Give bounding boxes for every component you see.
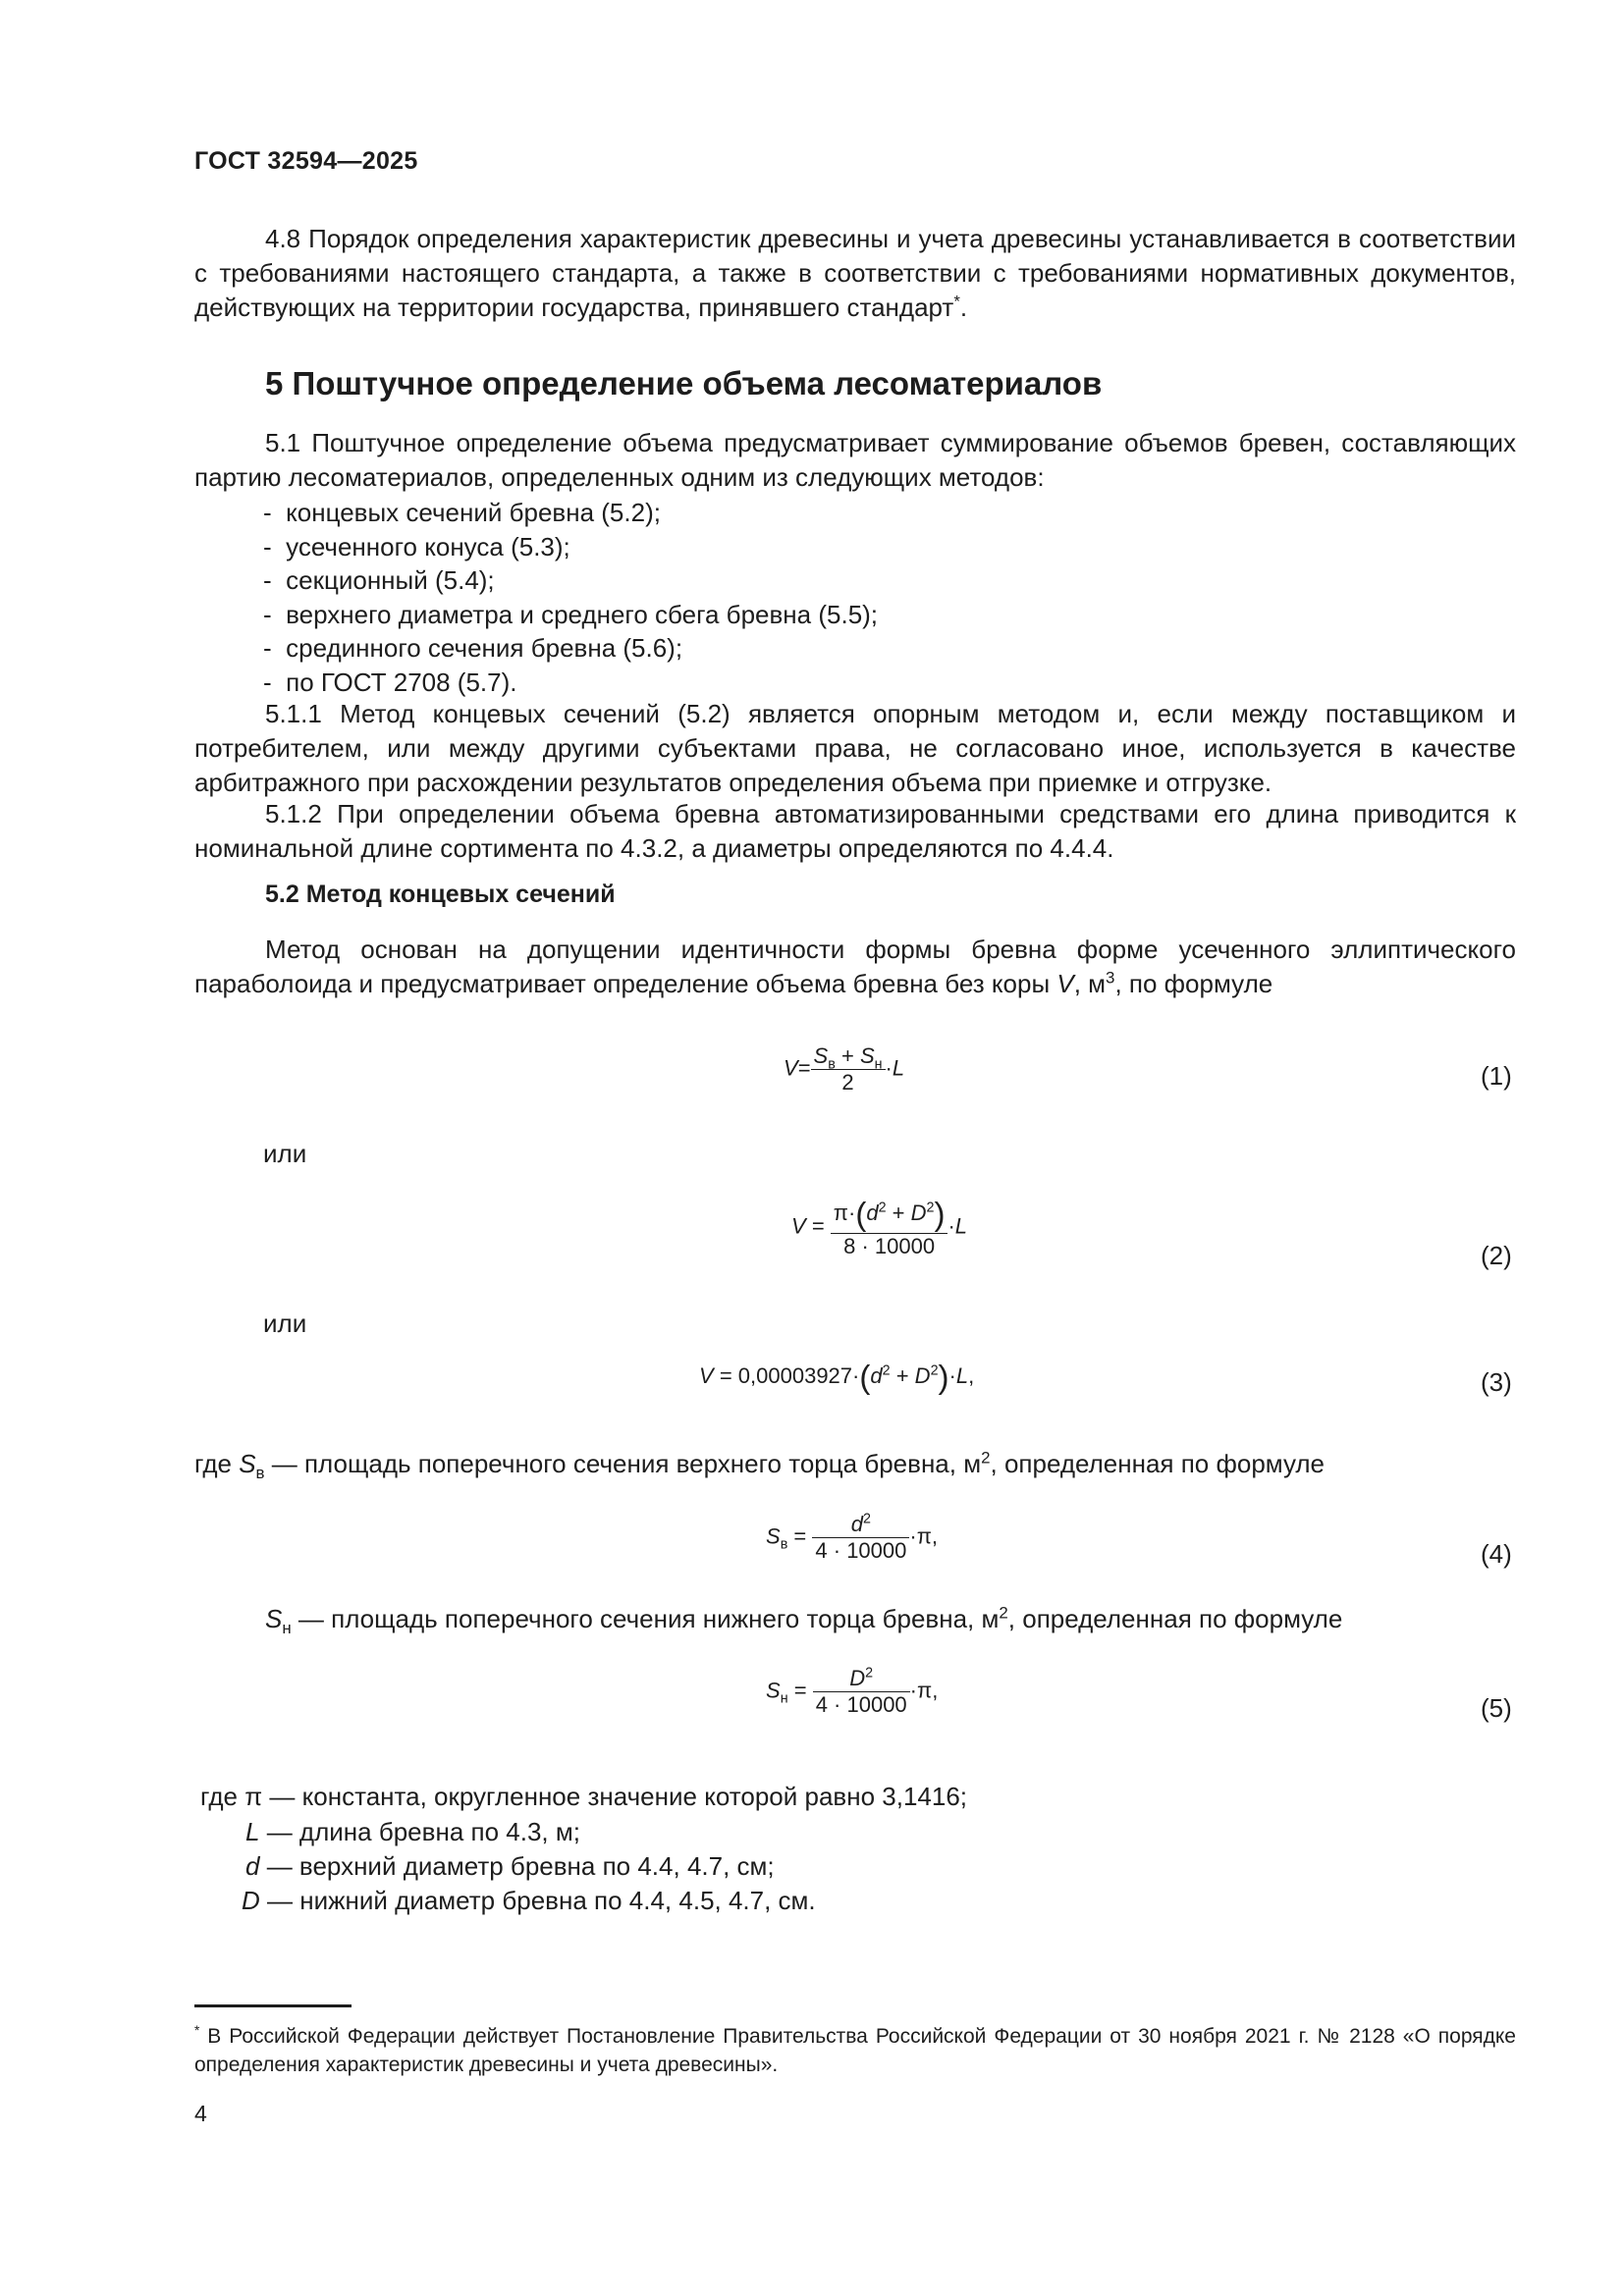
document-header: ГОСТ 32594—2025	[194, 147, 418, 175]
formula-3	[699, 1359, 974, 1396]
formula-2	[791, 1196, 967, 1259]
fraction	[811, 1043, 886, 1095]
symbol: d	[245, 1851, 260, 1881]
unit-exponent: 3	[1106, 968, 1115, 988]
multiply-sign: ·	[885, 1055, 893, 1081]
paragraph-4-8	[194, 222, 1516, 325]
definition-text: — константа, округленное значение которой равно 3,1416;	[269, 1782, 968, 1811]
definition-text: — верхний диаметр бревна по 4.4, 4.7, см;	[266, 1851, 775, 1881]
paren: )	[934, 1196, 946, 1232]
plus-sign: +	[895, 1362, 909, 1388]
symbol: D	[914, 1362, 931, 1388]
exponent: 2	[926, 1200, 935, 1216]
page-number: 4	[194, 2101, 207, 2126]
exponent: 2	[878, 1200, 887, 1216]
or-label: или	[263, 1139, 307, 1168]
fraction	[812, 1512, 909, 1564]
list-item: - по ГОСТ 2708 (5.7).	[263, 666, 878, 700]
numerator	[813, 1666, 910, 1692]
equals-sign: =	[793, 1523, 807, 1549]
symbol: S	[859, 1043, 875, 1068]
multiply-sign: ·	[947, 1213, 955, 1239]
unit: м	[1088, 969, 1107, 998]
footnote-text: В Российской Федерации действует Постановление Правительства Российской Федерации от 30 ноября 2021 г. № 2128 «О порядке определения характеристик древесины и учета древесины».	[194, 2025, 1516, 2076]
definition-end: , определенная по формуле	[1007, 1604, 1343, 1633]
comma: ,	[968, 1362, 975, 1388]
definition-end: , определенная по формуле	[990, 1449, 1326, 1478]
list-item: - срединного сечения бревна (5.6);	[263, 631, 878, 666]
formula-1	[784, 1043, 904, 1095]
numerator	[831, 1196, 948, 1234]
symbol: L	[892, 1055, 905, 1081]
numerator	[811, 1043, 886, 1073]
equation-number: (3)	[1481, 1367, 1512, 1397]
symbol: L	[954, 1213, 968, 1239]
numerator	[812, 1512, 909, 1538]
list-item: - верхнего диаметра и среднего сбега бревна (5.5);	[263, 598, 878, 632]
pi-symbol: π	[833, 1200, 848, 1225]
volume-symbol: V	[1056, 969, 1074, 998]
equals-sign: =	[793, 1678, 807, 1703]
subscript: в	[780, 1536, 788, 1553]
paragraph-5-2: Метод основан на допущении идентичности формы бревна форме усеченного эллиптического параболоида и предусматривает определение объема бревна без коры V, $м^3$, по формуле	[194, 934, 1516, 998]
symbol: d	[866, 1200, 879, 1225]
definition-text: — площадь поперечного сечения верхнего торца бревна, м	[271, 1449, 982, 1478]
formula-5	[766, 1666, 938, 1718]
paren: )	[938, 1359, 949, 1395]
footnote-mark: *	[194, 2023, 200, 2038]
definition-pi	[200, 1782, 967, 1812]
exponent: 2	[999, 1603, 1008, 1623]
denominator: 8 · 10000	[843, 1234, 936, 1258]
symbol: d	[870, 1362, 883, 1388]
paragraph-4-8-end: .	[959, 293, 968, 322]
symbol: d	[850, 1512, 864, 1536]
exponent: 2	[930, 1362, 939, 1379]
formula-lhs: S	[766, 1678, 781, 1703]
definition-s-top	[194, 1448, 1326, 1483]
paren: (	[859, 1359, 871, 1395]
multiply-sign: ·	[852, 1362, 860, 1388]
paragraph-5-1-2	[194, 797, 1516, 866]
plus-sign: +	[840, 1043, 854, 1068]
equation-number: (2)	[1481, 1241, 1512, 1270]
exponent: 2	[865, 1665, 874, 1682]
paragraph-5-1	[194, 426, 1516, 495]
methods-list	[263, 496, 878, 699]
exponent: 2	[863, 1511, 871, 1527]
pi-symbol: π	[916, 1523, 932, 1549]
subscript: н	[282, 1619, 292, 1638]
multiply-sign: ·	[909, 1523, 917, 1549]
subscript: н	[874, 1056, 883, 1073]
formula-lhs: V	[784, 1055, 798, 1081]
multiply-sign: ·	[948, 1362, 956, 1388]
symbol: S	[265, 1604, 283, 1633]
subscript: в	[828, 1056, 836, 1073]
symbol: L	[245, 1817, 260, 1846]
fraction	[831, 1196, 948, 1259]
definition-text: — длина бревна по 4.3, м;	[266, 1817, 580, 1846]
coefficient: 0,00003927	[737, 1362, 853, 1388]
comma: ,	[932, 1678, 939, 1703]
section-5-heading: 5 Поштучное определение объема лесоматериалов	[265, 365, 1103, 401]
denominator: 4 · 10000	[815, 1692, 907, 1717]
symbol: L	[955, 1362, 969, 1388]
paragraph-5-2-text: Метод основан на допущении идентичности формы бревна форме усеченного эллиптического параболоида и предусматривает определение объема бревна без коры	[194, 934, 1516, 998]
symbol: D	[849, 1666, 866, 1690]
footnote-divider	[194, 2004, 352, 2007]
paragraph-5-1-1	[194, 697, 1516, 800]
comma: ,	[931, 1523, 939, 1549]
list-item: - концевых сечений бревна (5.2);	[263, 496, 878, 530]
exponent: 2	[882, 1362, 891, 1379]
or-label: или	[263, 1308, 307, 1338]
paragraph-5-2-end: , по формуле	[1114, 969, 1273, 998]
equation-number: (1)	[1481, 1061, 1512, 1091]
equation-number: (5)	[1481, 1693, 1512, 1723]
equals-sign: =	[811, 1213, 825, 1239]
list-item: - усеченного конуса (5.3);	[263, 530, 878, 564]
symbol: D	[242, 1886, 260, 1915]
subscript: в	[255, 1464, 265, 1483]
pi-symbol: π	[917, 1678, 933, 1703]
subscript: н	[780, 1690, 788, 1707]
paragraph-5-1-text: 5.1 Поштучное определение объема предусматривает суммирование объемов бревен, составляющих партию лесоматериалов, определенных одним из следующих методов:	[194, 428, 1516, 492]
symbol: D	[910, 1200, 927, 1225]
paragraph-5-1-1-text: 5.1.1 Метод концевых сечений (5.2) является опорным методом и, если между поставщиком и потребителем, или между другими субъектами права, не согласовано иное, используется в качестве арбитражного при расхождении результатов определения объема при приемке и отгрузке.	[194, 699, 1516, 797]
list-item: - секционный (5.4);	[263, 563, 878, 598]
definition-s-bottom	[265, 1603, 1343, 1638]
paren: (	[855, 1196, 867, 1232]
formula-lhs: S	[766, 1523, 781, 1549]
definition-length	[245, 1817, 580, 1847]
paragraph-4-8-text: 4.8 Порядок определения характеристик древесины и учета древесины устанавливается в соответствии с требованиями настоящего стандарта, а также в соответствии с требованиями нормативных документов, действующих на территории государства, принявшего стандарт	[194, 224, 1516, 322]
equals-sign: =	[797, 1055, 811, 1081]
formula-4	[766, 1512, 938, 1564]
fraction	[813, 1666, 910, 1718]
footnote-mark: *	[953, 292, 960, 311]
symbol: S	[813, 1043, 829, 1068]
footnote	[194, 2022, 1516, 2079]
where-label: где	[194, 1449, 232, 1478]
where-label: где	[200, 1782, 238, 1811]
section-5-2-heading: 5.2 Метод концевых сечений	[265, 881, 616, 908]
equals-sign: =	[719, 1362, 732, 1388]
denominator: 4 · 10000	[815, 1538, 907, 1563]
symbol: S	[239, 1449, 256, 1478]
definition-top-diameter	[245, 1851, 775, 1882]
equation-number: (4)	[1481, 1539, 1512, 1569]
formula-lhs: V	[791, 1213, 806, 1239]
multiply-sign: ·	[847, 1200, 856, 1225]
formula-lhs: V	[699, 1362, 714, 1388]
plus-sign: +	[892, 1200, 905, 1225]
denominator: 2	[841, 1070, 854, 1095]
definition-text: — нижний диаметр бревна по 4.4, 4.5, 4.7, см.	[267, 1886, 816, 1915]
multiply-sign: ·	[909, 1678, 917, 1703]
exponent: 2	[981, 1448, 991, 1468]
pi-symbol: π	[244, 1782, 263, 1811]
definition-text: — площадь поперечного сечения нижнего торца бревна, м	[298, 1604, 1000, 1633]
definition-bottom-diameter	[242, 1886, 816, 1916]
paragraph-5-1-2-text: 5.1.2 При определении объема бревна автоматизированными средствами его длина приводится к номинальной длине сортимента по 4.3.2, а диаметры определяются по 4.4.4.	[194, 799, 1516, 863]
